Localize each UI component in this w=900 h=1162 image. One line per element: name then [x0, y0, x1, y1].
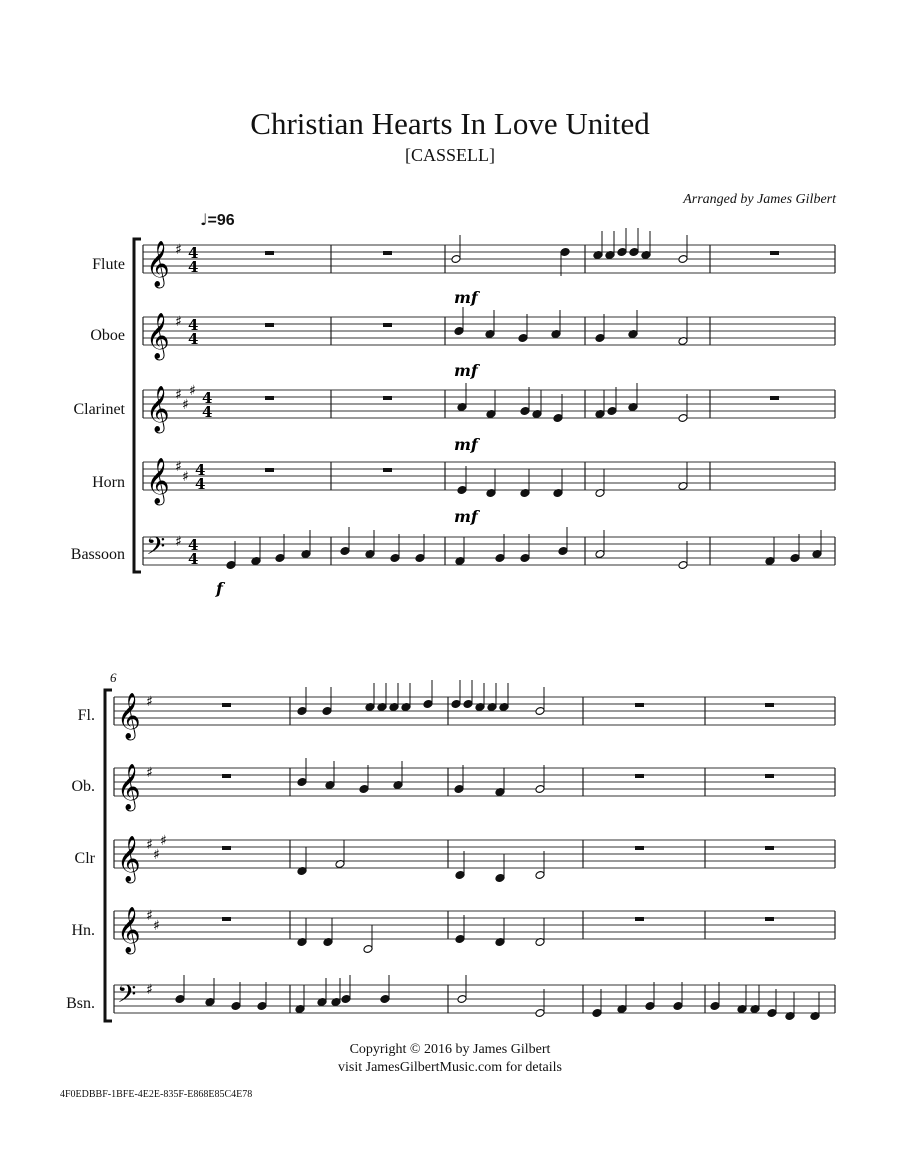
sharp-icon: ♯ [175, 242, 182, 258]
whole-rest [635, 703, 644, 707]
whole-rest [635, 917, 644, 921]
part-name-flute-abbr: Fl. [77, 707, 95, 724]
time-signature-top: 4 [202, 389, 213, 407]
sharp-icon: ♯ [182, 469, 189, 485]
part-name-horn: Horn [92, 474, 125, 491]
time-signature-top: 4 [188, 536, 199, 554]
dynamic-clarinet: mf [454, 435, 478, 454]
whole-rest [222, 917, 231, 921]
dynamic-bassoon: f [216, 579, 223, 598]
measure-number: 6 [110, 670, 117, 685]
part-name-bassoon-abbr: Bsn. [66, 995, 95, 1012]
whole-rest [635, 846, 644, 850]
sharp-icon: ♯ [160, 833, 167, 849]
whole-rest [265, 323, 274, 327]
treble-clef-icon: 𝄞 [146, 386, 170, 432]
time-signature-top: 4 [188, 316, 199, 334]
part-name-horn-abbr: Hn. [71, 922, 95, 939]
dynamic-horn: mf [454, 507, 478, 526]
time-signature-bottom: 4 [202, 403, 213, 421]
part-name-flute: Flute [92, 256, 125, 273]
whole-rest [265, 396, 274, 400]
sharp-icon: ♯ [175, 534, 182, 550]
sharp-icon: ♯ [175, 314, 182, 330]
time-signature-bottom: 4 [195, 475, 206, 493]
bass-clef-icon: 𝄢 [117, 980, 137, 1015]
dynamic-oboe: mf [454, 361, 478, 380]
time-signature-bottom: 4 [188, 330, 199, 348]
treble-clef-icon: 𝄞 [146, 458, 170, 504]
bass-clef-icon: 𝄢 [146, 532, 166, 567]
whole-rest [765, 774, 774, 778]
treble-clef-icon: 𝄞 [117, 907, 141, 953]
whole-rest [222, 846, 231, 850]
whole-rest [635, 774, 644, 778]
part-name-clarinet-abbr: Clr [74, 850, 95, 867]
whole-rest [765, 703, 774, 707]
sharp-icon: ♯ [146, 837, 153, 853]
sharp-icon: ♯ [189, 383, 196, 399]
sharp-icon: ♯ [146, 694, 153, 710]
part-name-bassoon: Bassoon [70, 546, 125, 563]
part-name-oboe: Oboe [90, 327, 125, 344]
system-2 [105, 680, 835, 1021]
sharp-icon: ♯ [175, 387, 182, 403]
whole-rest [265, 251, 274, 255]
treble-clef-icon: 𝄞 [146, 313, 170, 359]
sharp-icon: ♯ [146, 908, 153, 924]
treble-clef-icon: 𝄞 [117, 764, 141, 810]
sharp-icon: ♯ [175, 459, 182, 475]
whole-rest [383, 323, 392, 327]
time-signature-bottom: 4 [188, 258, 199, 276]
visit-text: visit JamesGilbertMusic.com for details [338, 1060, 562, 1075]
tempo-value: =96 [207, 212, 235, 229]
whole-rest [383, 251, 392, 255]
system-bracket [105, 690, 112, 1021]
whole-rest [383, 396, 392, 400]
whole-rest [222, 774, 231, 778]
treble-clef-icon: 𝄞 [146, 241, 170, 287]
time-signature-top: 4 [188, 244, 199, 262]
part-name-oboe-abbr: Ob. [71, 778, 95, 795]
treble-clef-icon: 𝄞 [117, 836, 141, 882]
tune-name: [CASSELL] [405, 145, 495, 165]
score-title: Christian Hearts In Love United [250, 106, 650, 141]
document-code: 4F0EDBBF-1BFE-4E2E-835F-E868E85C4E78 [60, 1089, 253, 1100]
whole-rest [765, 846, 774, 850]
sharp-icon: ♯ [182, 397, 189, 413]
whole-rest [770, 396, 779, 400]
whole-rest [765, 917, 774, 921]
arranger-credit: Arranged by James Gilbert [683, 192, 836, 207]
sharp-icon: ♯ [153, 847, 160, 863]
copyright-text: Copyright © 2016 by James Gilbert [349, 1042, 551, 1057]
whole-rest [770, 251, 779, 255]
time-signature-top: 4 [195, 461, 206, 479]
sharp-icon: ♯ [146, 982, 153, 998]
sharp-icon: ♯ [146, 765, 153, 781]
system-bracket [134, 239, 141, 572]
sharp-icon: ♯ [153, 918, 160, 934]
whole-rest [383, 468, 392, 472]
whole-rest [222, 703, 231, 707]
time-signature-bottom: 4 [188, 550, 199, 568]
whole-rest [265, 468, 274, 472]
footer [0, 1041, 900, 1077]
dynamic-flute: mf [454, 288, 478, 307]
system-1 [134, 228, 835, 572]
quarter-note-icon: ♩ [200, 210, 208, 229]
part-name-clarinet: Clarinet [73, 401, 125, 418]
treble-clef-icon: 𝄞 [117, 693, 141, 739]
